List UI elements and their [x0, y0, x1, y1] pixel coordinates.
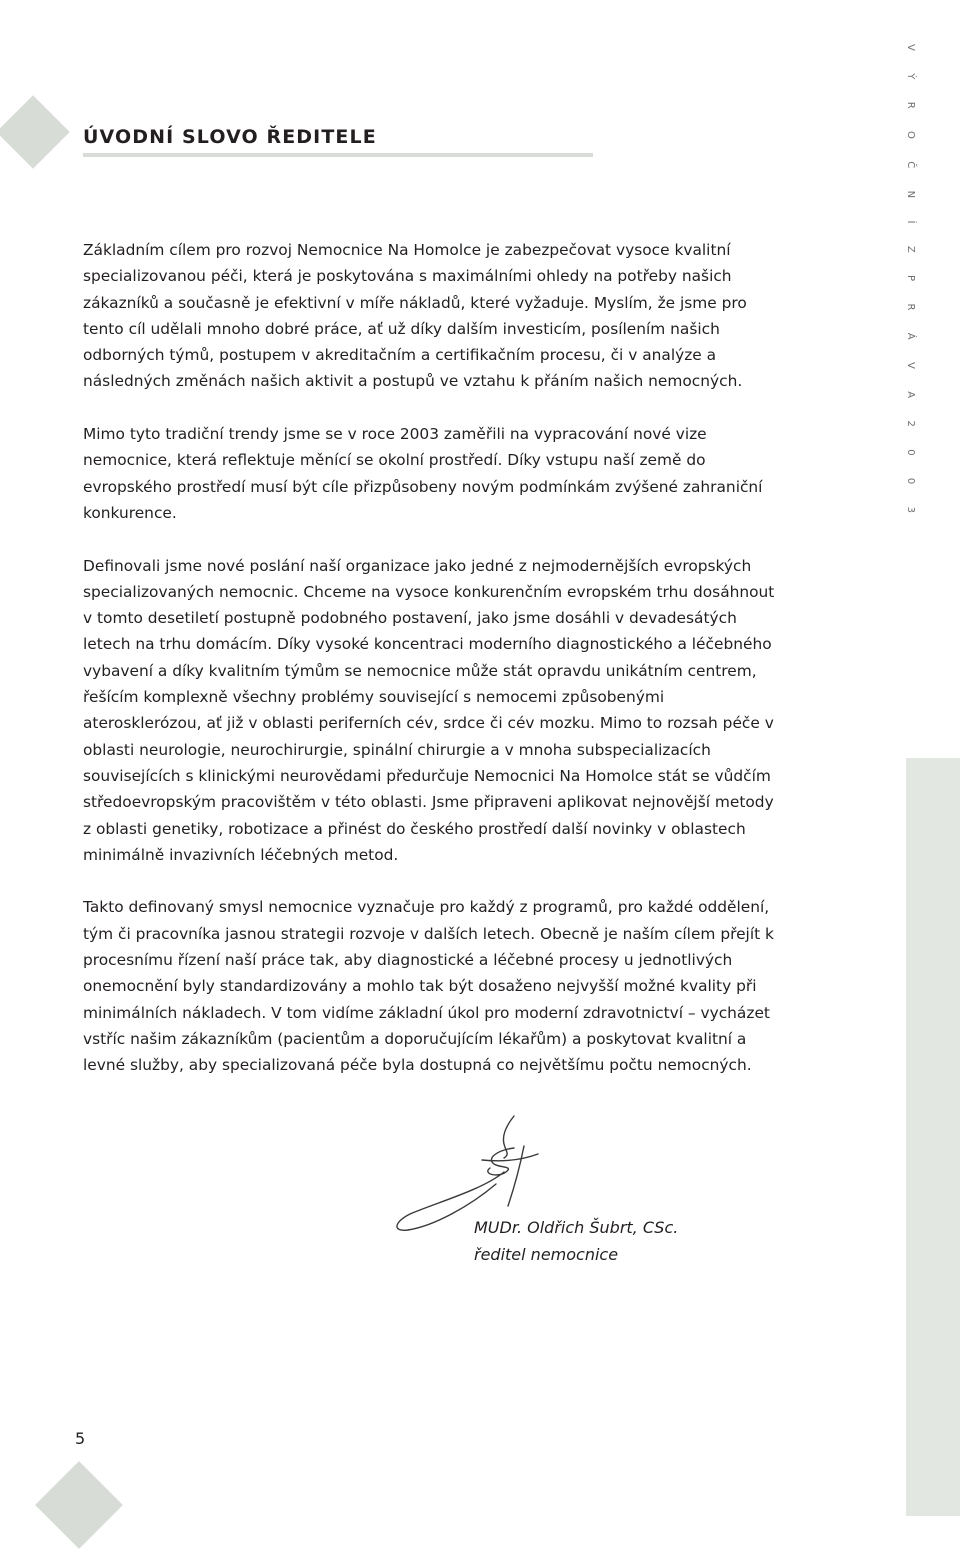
paragraph-1: Základním cílem pro rozvoj Nemocnice Na Homolce je zabezpečovat vysoce kvalitní specializovanou péči, která je poskytována s maximálními ohledy na potřeby našich zákazníků a současně je efektivní v míře nákladů, které vyžaduje. Myslím, že jsme pro tento cíl udělali mnoho dobré práce, ať už díky dalším investicím, posílením našich odborných týmů, postupem v akreditačním a certifikačním procesu, či v analýze a následných změnách našich aktivit a postupů ve vztahu k přáním našich nemocných. [83, 241, 747, 391]
title-underline [83, 153, 593, 157]
decorative-diamond-top [0, 95, 70, 169]
side-band [906, 758, 960, 1516]
page-title: ÚVODNÍ SLOVO ŘEDITELE [83, 126, 377, 148]
signatory-name: MUDr. Oldřich Šubrt, CSc. [474, 1218, 679, 1237]
decorative-diamond-bottom [35, 1461, 123, 1549]
signatory-role: ředitel nemocnice [474, 1245, 619, 1264]
paragraph-2: Mimo tyto tradiční trendy jsme se v roce 2003 zaměřili na vypracování nové vize nemocnice, která reflektuje měnící se okolní prostředí. Díky vstupu naší země do evropského prostředí musí být cíle přizpůsobeny novým podmínkám zvýšené zahraniční konkurence. [83, 425, 763, 522]
page-number: 5 [75, 1429, 86, 1448]
side-label: V Ý R O Č N Í Z P R Á V A 2 0 0 3 [905, 44, 916, 523]
paragraph-4: Takto definovaný smysl nemocnice vyznačuje pro každý z programů, pro každé oddělení, tým či pracovníka jasnou strategii rozvoje v dalších letech. Obecně je naším cílem přejít k procesnímu řízení naší práce tak, aby diagnostické a léčebné procesy u jednotlivých onemocnění byly standardizovány a mohlo tak být dosaženo nejvyšší možné kvality při minimálních nákladech. V tom vidíme základní úkol pro moderní zdravotnictví – vycházet vstříc našim zákazníkům (pacientům a doporučujícím lékařům) a poskytovat kvalitní a levné služby, aby specializovaná péče byla dostupná co největšímu počtu nemocných. [83, 898, 774, 1075]
article-body [83, 237, 783, 1105]
paragraph-3: Definovali jsme nové poslání naší organizace jako jedné z nejmodernějších evropských specializovaných nemocnic. Chceme na vysoce konkurenčním evropském trhu dosáhnout v tomto desetiletí postupně podobného postavení, jako jsme dosáhli v devadesátých letech na trhu domácím. Díky vysoké koncentraci moderního diagnostického a léčebného vybavení a díky kvalitním týmům se nemocnice může stát opravdu unikátním centrem, řešícím komplexně všechny problémy související s nemocemi způsobenými aterosklerózou, ať již v oblasti periferních cév, srdce či cév mozku. Mimo to rozsah péče v oblasti neurologie, neurochirurgie, spinální chirurgie a v mnoha subspecializacích souvisejících s klinickými neurovědami předurčuje Nemocnici Na Homolce stát se vůdčím středoevropským pracovištěm v této oblasti. Jsme připraveni aplikovat nejnovější metody z oblasti genetiky, robotizace a přinést do českého prostředí další novinky v oblastech minimálně invazivních léčebných metod. [83, 556, 775, 864]
